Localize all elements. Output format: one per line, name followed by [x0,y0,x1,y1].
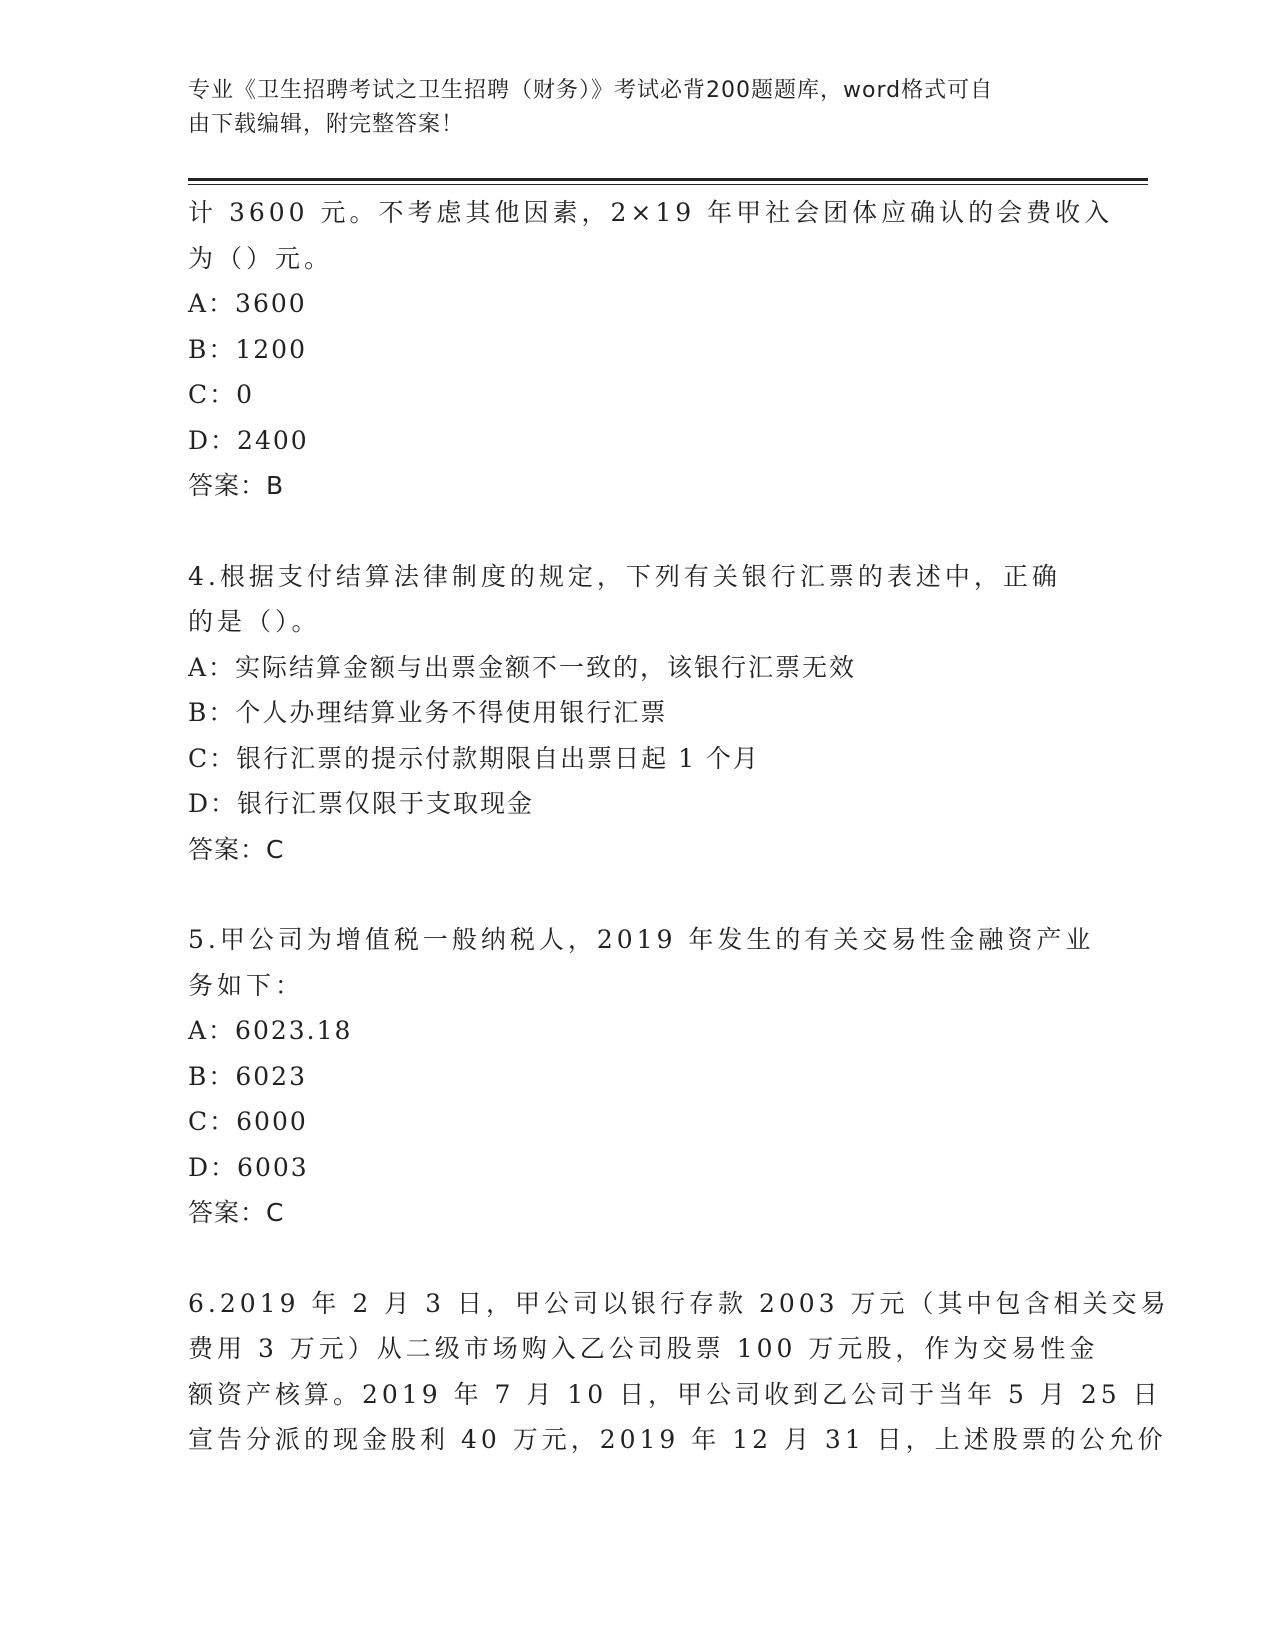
question-3-option-c: C：0 [188,380,255,409]
question-4-option-d: D：银行汇票仅限于支取现金 [188,789,535,818]
document-header [188,74,1068,142]
question-5-option-d: D：6003 [188,1152,309,1182]
question-5-line-1: 5.甲公司为增值税一般纳税人，2019 年发生的有关交易性金融资产业 [188,925,1095,954]
question-4 [188,554,1088,873]
question-3-option-d: D：2400 [188,425,309,455]
question-6-line-1: 6.2019 年 2 月 3 日，甲公司以银行存款 2003 万元（其中包含相关交易 [188,1288,1170,1318]
spacer [188,509,1088,554]
question-6-line-4: 宣告分派的现金股利 40 万元，2019 年 12 月 31 日，上述股票的公允价 [188,1425,1167,1454]
question-5-answer: 答案：C [188,1198,285,1227]
question-5-option-b: B：6023 [188,1061,307,1091]
question-6 [188,1281,1170,1463]
question-4-line-2: 的是（）。 [188,607,321,636]
question-4-line-1: 4.根据支付结算法律制度的规定，下列有关银行汇票的表述中，正确 [188,561,1061,591]
question-3-answer: 答案：B [188,471,285,500]
question-5-line-2: 务如下： [188,970,305,1000]
question-6-line-3: 额资产核算。2019 年 7 月 10 日，甲公司收到乙公司于当年 5 月 25 日 [188,1379,1162,1409]
question-3-line-1: 计 3600 元。不考虑其他因素，2×19 年甲社会团体应确认的会费收入 [188,198,1114,227]
question-4-option-c: C：银行汇票的提示付款期限自出票日起 1 个月 [188,743,760,773]
question-4-option-a: A：实际结算金额与出票金额不一致的，该银行汇票无效 [188,652,857,682]
spacer [188,872,1088,917]
question-3-line-2: 为（）元。 [188,243,334,273]
question-5-option-a: A：6023.18 [188,1016,353,1045]
header-line-2: 由下载编辑，附完整答案！ [188,112,465,137]
question-4-option-b: B：个人办理结算业务不得使用银行汇票 [188,698,668,727]
question-list [188,190,1170,1463]
question-5-option-c: C：6000 [188,1107,308,1136]
header-divider-thin [188,184,1148,185]
spacer [188,1236,1088,1281]
question-5 [188,917,1095,1236]
header-divider-thick [188,178,1148,181]
header-line-1: 专业《卫生招聘考试之卫生招聘（财务）》考试必背200题题库，word格式可自 [188,78,994,103]
question-4-answer: 答案：C [188,834,285,864]
question-3-option-a: A：3600 [188,289,307,318]
question-6-line-2: 费用 3 万元）从二级市场购入乙公司股票 100 万元股，作为交易性金 [188,1334,1099,1363]
question-3-option-b: B：1200 [188,334,307,364]
question-3 [188,190,1114,509]
